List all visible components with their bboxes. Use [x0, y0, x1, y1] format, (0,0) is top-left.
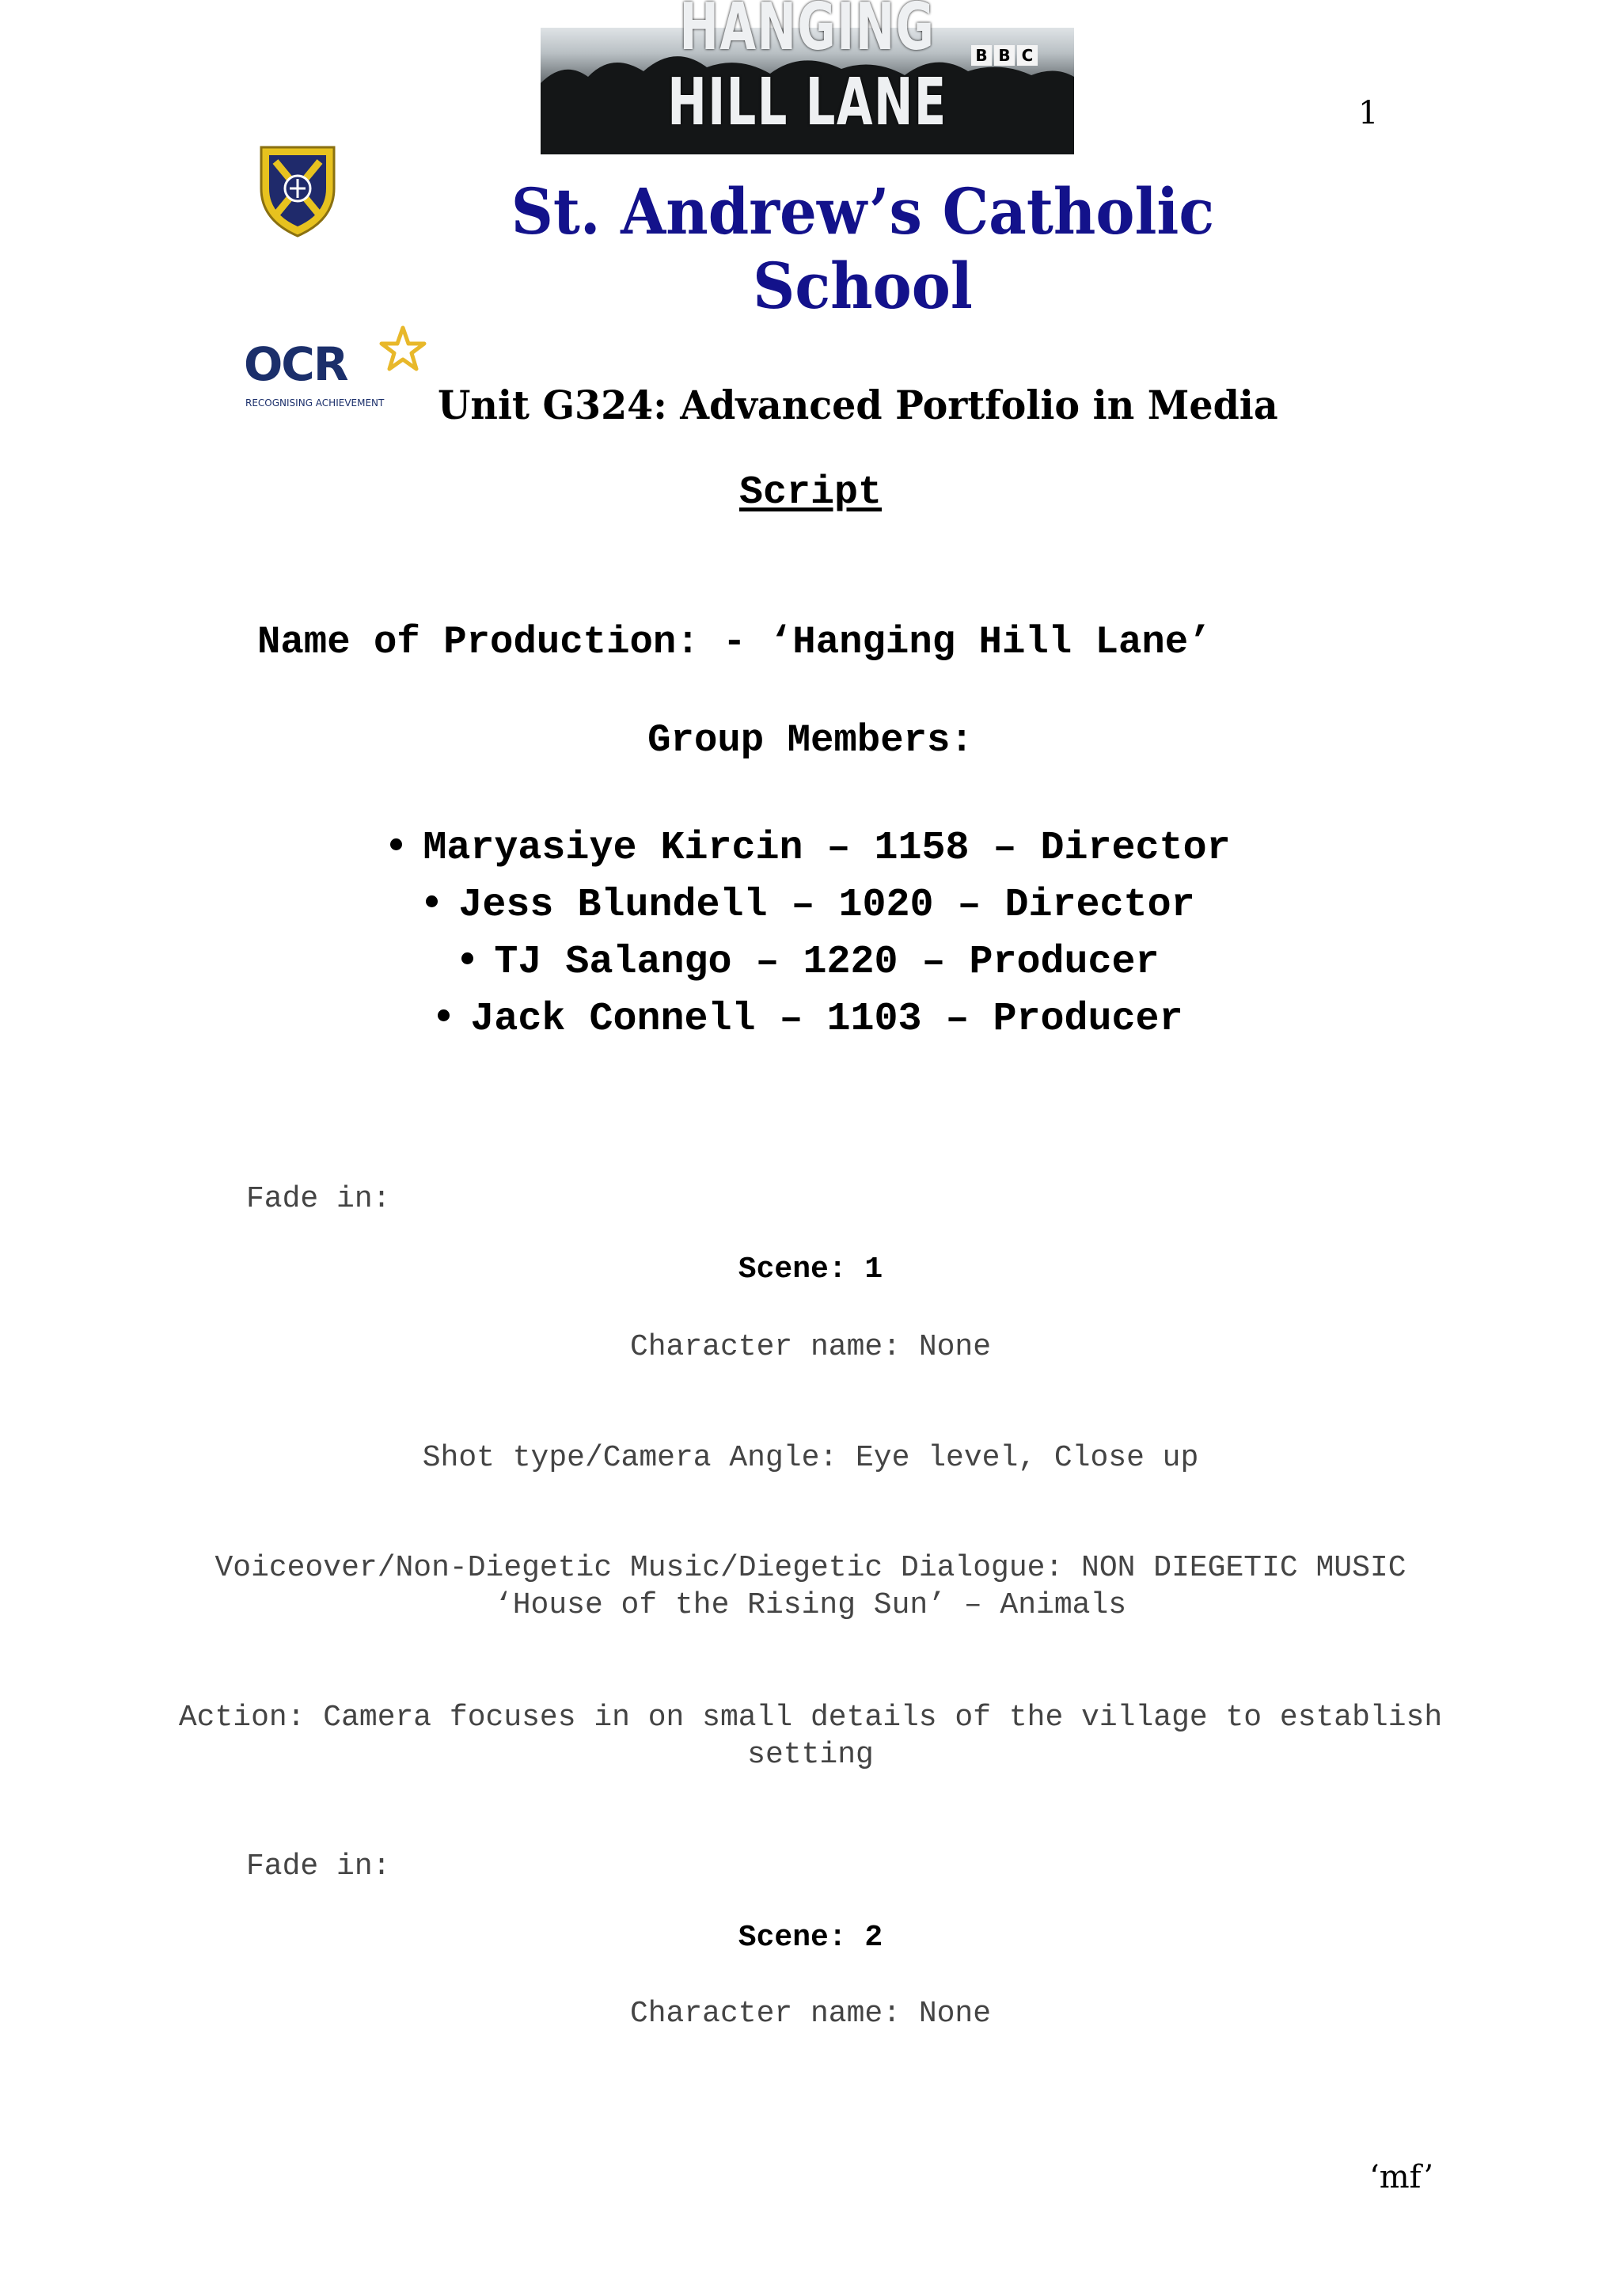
page-number: 1	[1358, 95, 1379, 131]
bullet-icon	[390, 838, 402, 850]
fade-in-direction: Fade in:	[246, 1849, 391, 1884]
ocr-tagline: RECOGNISING ACHIEVEMENT	[245, 397, 385, 409]
group-members-list	[0, 820, 1621, 1048]
fade-in-direction: Fade in:	[246, 1182, 391, 1216]
bbc-letter: C	[1017, 45, 1038, 66]
script-heading: Script	[738, 470, 883, 515]
shot-type: Shot type/Camera Angle: Eye level, Close up	[422, 1441, 1199, 1475]
audio-line: ‘House of the Rising Sun’ – Animals	[494, 1588, 1127, 1622]
list-item	[0, 934, 1621, 991]
banner-title: HANGING HILL LANE	[667, 0, 947, 140]
member-text: Maryasiye Kircin – 1158 – Director	[423, 826, 1231, 871]
ocr-logo-text: OCR	[244, 337, 347, 391]
banner-image	[541, 0, 1074, 154]
bullet-icon	[426, 895, 438, 907]
production-name: Name of Production: - ‘Hanging Hill Lane’	[257, 620, 1212, 664]
group-members-label: Group Members:	[647, 718, 974, 762]
footer-initials: ‘mf’	[1369, 2159, 1434, 2195]
list-item	[0, 991, 1621, 1048]
ocr-star-icon	[378, 325, 427, 374]
scene-heading: Scene: 1	[738, 1253, 883, 1287]
action-line: Action: Camera focuses in on small details of the village to establish	[178, 1701, 1443, 1735]
ocr-logo	[244, 325, 426, 420]
unit-title: Unit G324: Advanced Portfolio in Media	[438, 382, 1278, 428]
list-item	[0, 877, 1621, 934]
list-item	[0, 820, 1621, 877]
member-text: Jess Blundell – 1020 – Director	[458, 883, 1195, 928]
character-name: Character name: None	[629, 1330, 992, 1364]
school-name: St. Andrew’s Catholic School	[511, 174, 1215, 323]
character-name: Character name: None	[629, 1997, 992, 2031]
member-text: TJ Salango – 1220 – Producer	[494, 940, 1160, 985]
scene-heading: Scene: 2	[738, 1921, 883, 1955]
bullet-icon	[461, 952, 473, 964]
bbc-letter: B	[971, 45, 992, 66]
bbc-letter: B	[994, 45, 1015, 66]
member-text: Jack Connell – 1103 – Producer	[470, 997, 1183, 1042]
audio-line: Voiceover/Non-Diegetic Music/Diegetic Dialogue: NON DIEGETIC MUSIC	[214, 1551, 1407, 1585]
bullet-icon	[438, 1009, 450, 1021]
action-line: setting	[747, 1738, 874, 1772]
school-crest-icon	[255, 141, 340, 239]
